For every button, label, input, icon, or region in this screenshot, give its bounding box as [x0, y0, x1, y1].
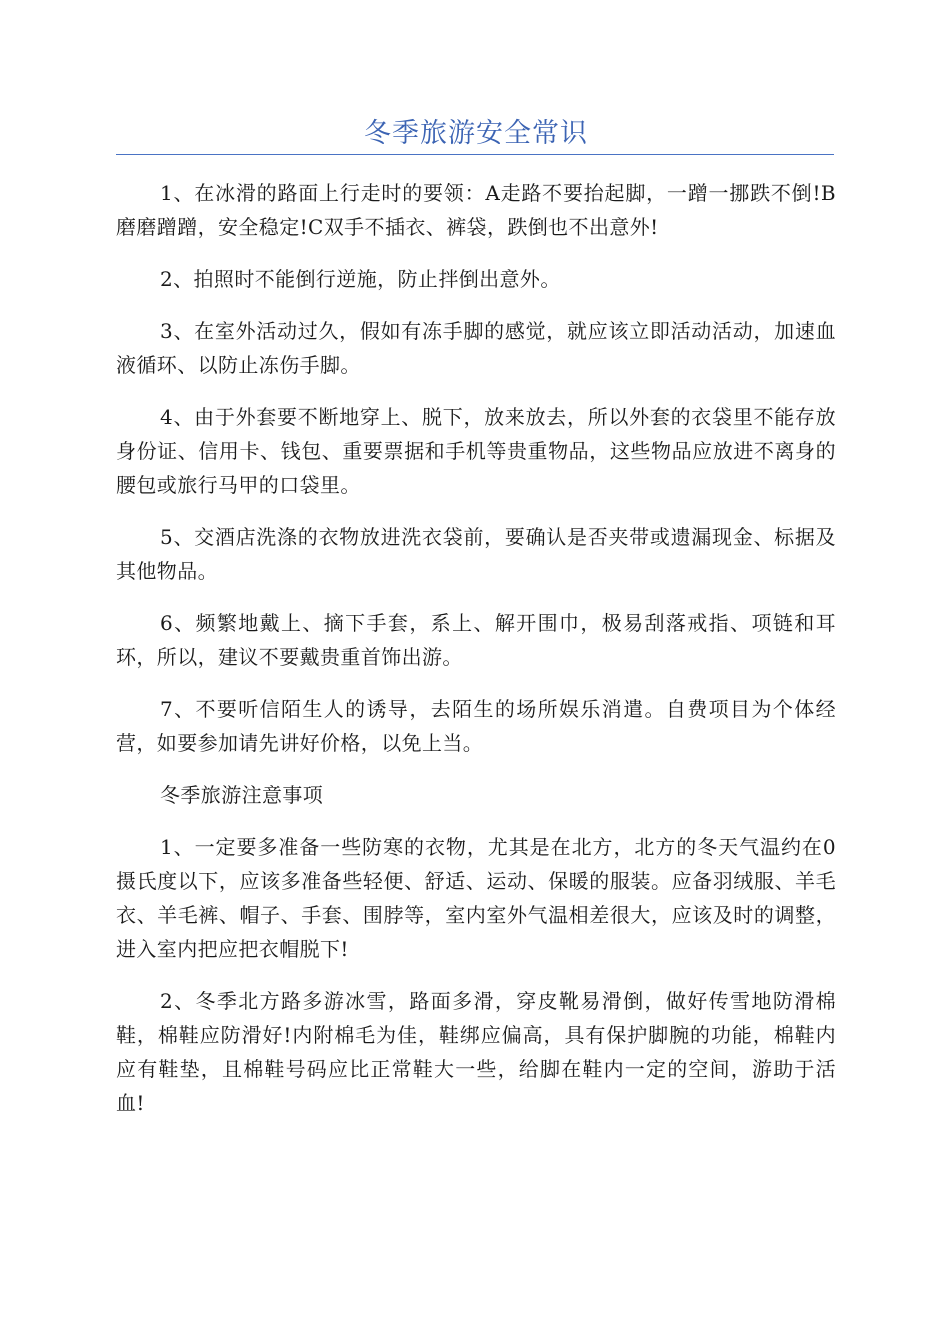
safety-paragraph-2: 2、拍照时不能倒行逆施，防止拌倒出意外。	[160, 267, 561, 291]
title-divider	[116, 154, 834, 155]
safety-paragraph-7: 7、不要听信陌生人的诱导，去陌生的场所娱乐消遣。自费项目为个体经营，如要参加请先讲好价格，以免上当。	[116, 697, 836, 755]
notice-paragraph-2: 2、冬季北方路多游冰雪，路面多滑，穿皮靴易滑倒，做好传雪地防滑棉鞋，棉鞋应防滑好!内附棉毛为佳，鞋绑应偏高，具有保护脚腕的功能，棉鞋内应有鞋垫，且棉鞋号码应比正常鞋大一些，给脚在鞋内一定的空间，游助于活血!	[116, 989, 836, 1115]
section-subheading: 冬季旅游注意事项	[160, 783, 324, 807]
safety-paragraph-6: 6、频繁地戴上、摘下手套，系上、解开围巾，极易刮落戒指、项链和耳环，所以，建议不要戴贵重首饰出游。	[116, 611, 836, 669]
document-page	[116, 0, 836, 1138]
safety-paragraph-3: 3、在室外活动过久，假如有冻手脚的感觉，就应该立即活动活动，加速血液循环、以防止冻伤手脚。	[116, 319, 836, 377]
document-body	[116, 176, 836, 1120]
safety-paragraph-4: 4、由于外套要不断地穿上、脱下，放来放去，所以外套的衣袋里不能存放身份证、信用卡、钱包、重要票据和手机等贵重物品，这些物品应放进不离身的腰包或旅行马甲的口袋里。	[116, 405, 836, 497]
safety-paragraph-5: 5、交酒店洗涤的衣物放进洗衣袋前，要确认是否夹带或遗漏现金、标据及其他物品。	[116, 525, 836, 583]
notice-paragraph-1: 1、一定要多准备一些防寒的衣物，尤其是在北方，北方的冬天气温约在0摄氏度以下，应该多准备些轻便、舒适、运动、保暖的服装。应备羽绒服、羊毛衣、羊毛裤、帽子、手套、围脖等，室内室外气温相差很大，应该及时的调整，进入室内把应把衣帽脱下!	[116, 835, 836, 961]
document-title: 冬季旅游安全常识	[364, 118, 588, 149]
safety-paragraph-1: 1、在冰滑的路面上行走时的要领：A走路不要抬起脚，一蹭一挪跌不倒!B磨磨蹭蹭，安全稳定!C双手不插衣、裤袋，跌倒也不出意外!	[116, 181, 836, 239]
